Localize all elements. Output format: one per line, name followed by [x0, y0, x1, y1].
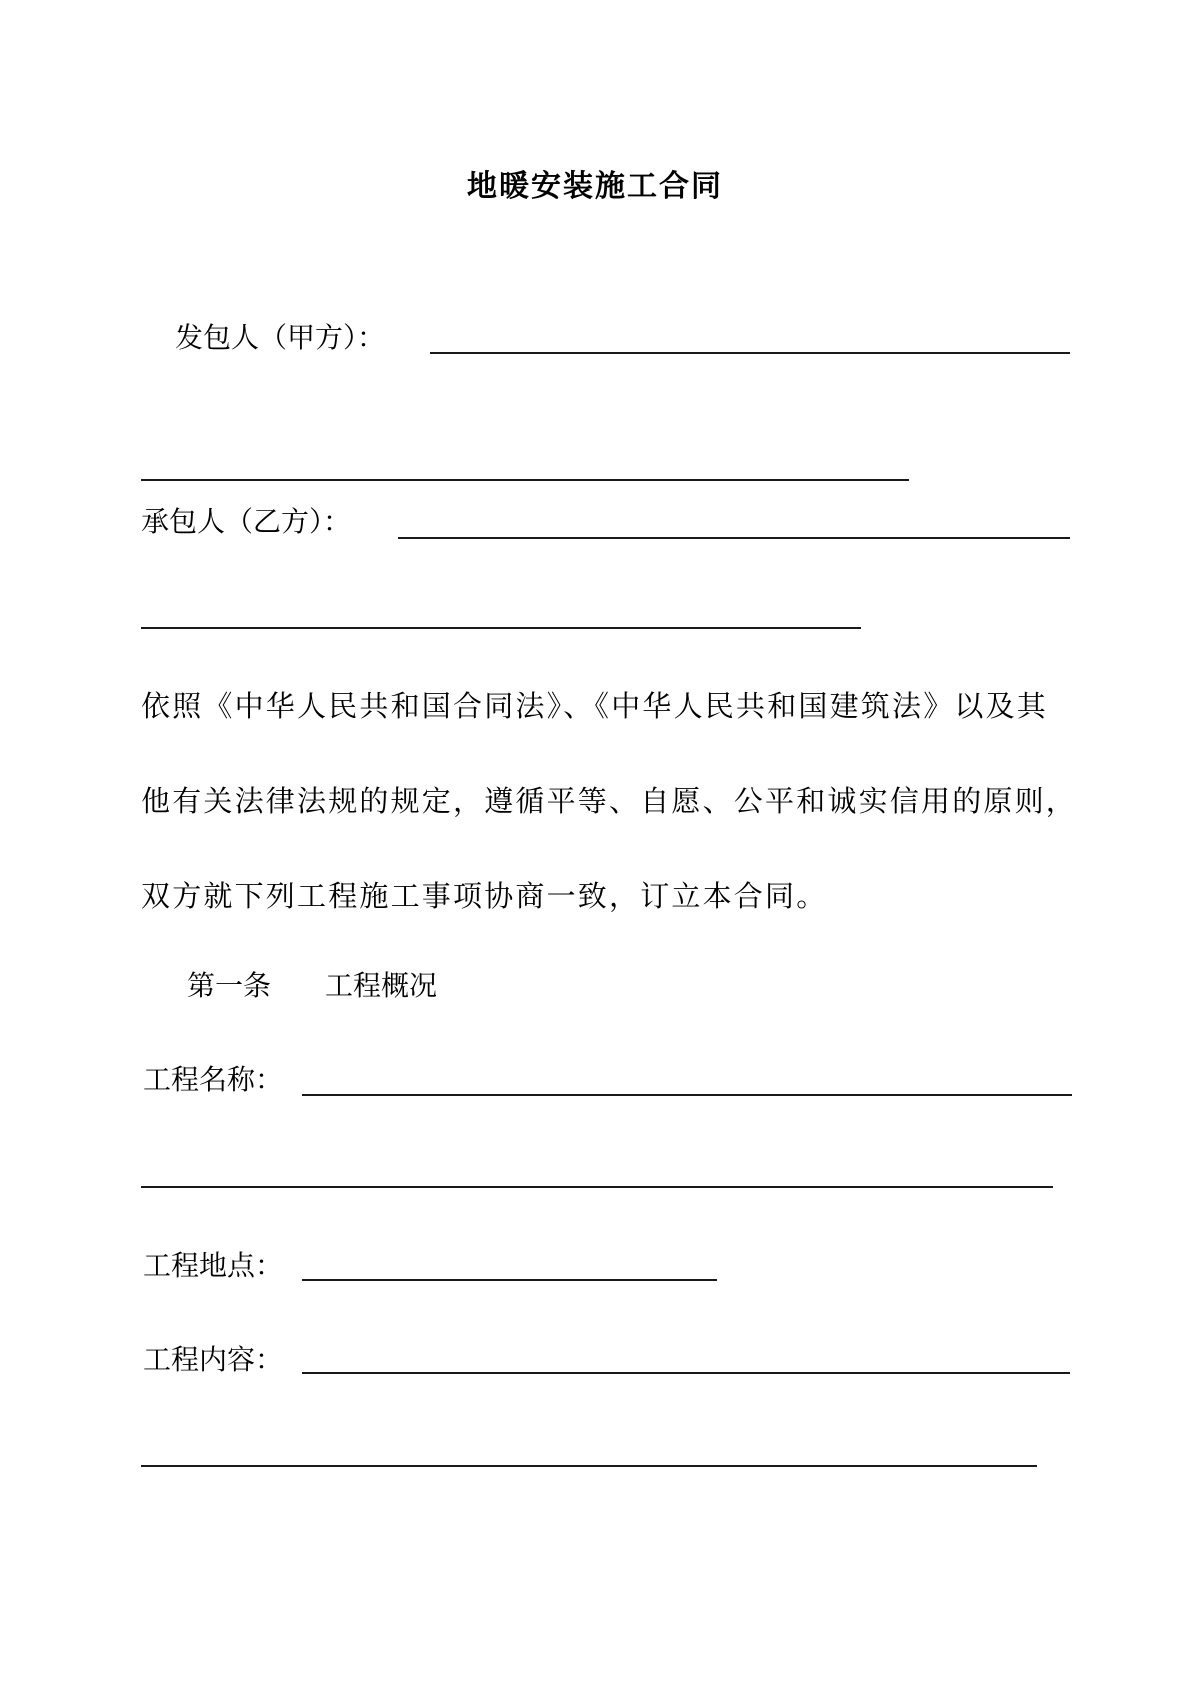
- employer-name-field-continued[interactable]: [141, 479, 909, 481]
- document-title: 地暖安装施工合同: [467, 169, 723, 204]
- article-1-heading: 工程概况: [325, 969, 438, 1002]
- article-1-number: 第一条: [187, 969, 272, 1002]
- preamble-line-3: 双方就下列工程施工事项协商一致，订立本合同。: [141, 879, 828, 913]
- contractor-label: 承包人（乙方）：: [141, 505, 352, 538]
- project-location-label: 工程地点：: [143, 1249, 284, 1282]
- project-name-label: 工程名称：: [143, 1063, 284, 1096]
- employer-name-field[interactable]: [430, 352, 1070, 354]
- preamble-line-1: 依照《中华人民共和国合同法》、《中华人民共和国建筑法》以及其: [141, 689, 1049, 723]
- project-content-field[interactable]: [302, 1372, 1070, 1374]
- preamble-line-2: 他有关法律法规的规定，遵循平等、自愿、公平和诚实信用的原则，: [141, 784, 1078, 818]
- employer-label: 发包人（甲方）：: [175, 321, 386, 354]
- contractor-name-field[interactable]: [398, 537, 1070, 539]
- project-name-field[interactable]: [302, 1094, 1072, 1096]
- contractor-name-field-continued[interactable]: [141, 627, 861, 629]
- project-name-field-continued[interactable]: [141, 1186, 1053, 1188]
- project-location-field[interactable]: [302, 1279, 717, 1281]
- project-content-label: 工程内容：: [143, 1343, 284, 1376]
- project-content-field-continued[interactable]: [141, 1465, 1037, 1467]
